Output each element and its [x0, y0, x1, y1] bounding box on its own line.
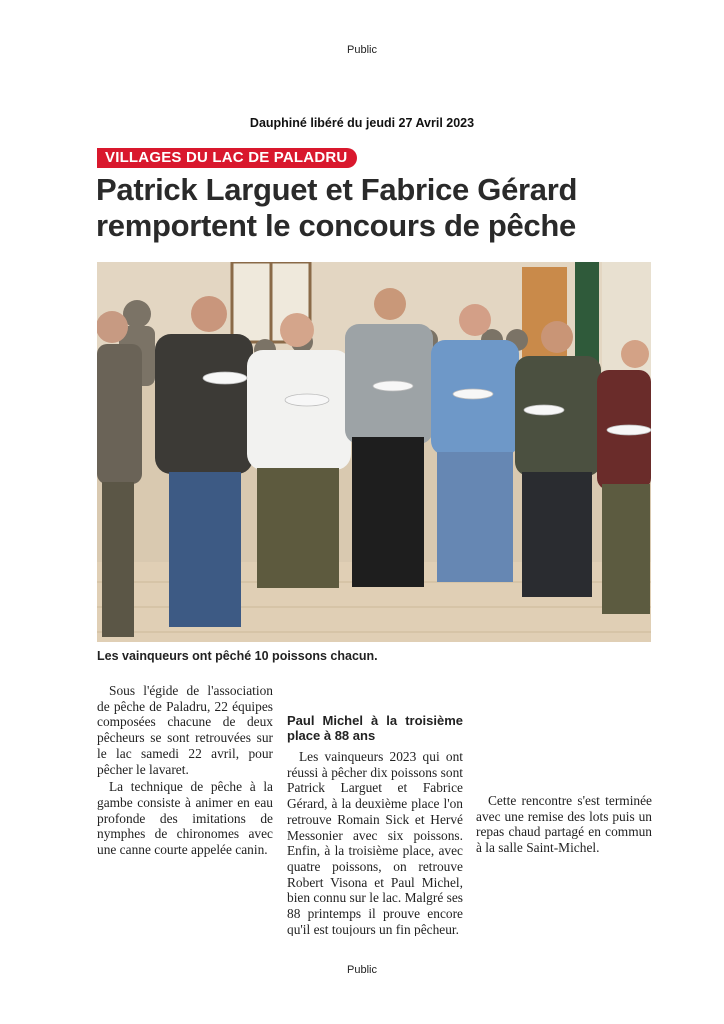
article-subhead: Paul Michel à la troisième place à 88 ans — [287, 713, 463, 743]
paragraph-conclusion: Cette rencontre s'est terminée avec une remise des lots puis un repas chaud partagé en commun à la salle Saint-Michel. — [476, 793, 652, 856]
footer-classification: Public — [347, 964, 377, 976]
article-column-2 — [287, 683, 463, 936]
photo-caption: Les vainqueurs ont pêché 10 poissons chacun. — [97, 649, 378, 663]
header-classification: Public — [347, 44, 377, 56]
section-rubric: VILLAGES DU LAC DE PALADRU — [97, 148, 357, 168]
source-line: Dauphiné libéré du jeudi 27 Avril 2023 — [249, 116, 475, 130]
paragraph-results: Les vainqueurs 2023 qui ont réussi à pêcher dix poissons sont Patrick Larguet et Fabrice Gérard, à la deuxième place l'on retrouve Romain Sick et Hervé Messonier avec six poissons. Enfin, à la troisième place, avec quatre poissons, on retrouve Robert Visona et Paul Michel, bien connu sur le lac. Malgré ses 88 printemps il prouve encore qu'il est toujours un fin pêcheur. — [287, 749, 463, 936]
paragraph-technique: La technique de pêche à la gambe consiste à animer en eau profonde des imitations de nymphes de chironomes avec une canne courte appelée canin. — [97, 779, 273, 858]
article-column-3 — [476, 683, 652, 856]
article-headline: Patrick Larguet et Fabrice Gérard remportent le concours de pêche — [96, 172, 578, 243]
article-photo — [97, 262, 651, 642]
paragraph-intro: Sous l'égide de l'association de pêche de Paladru, 22 équipes composées chacune de deux pêcheurs se sont retrouvées sur le lac samedi 22 avril, pour pêcher le lavaret. — [97, 683, 273, 777]
article-column-1 — [97, 683, 273, 858]
